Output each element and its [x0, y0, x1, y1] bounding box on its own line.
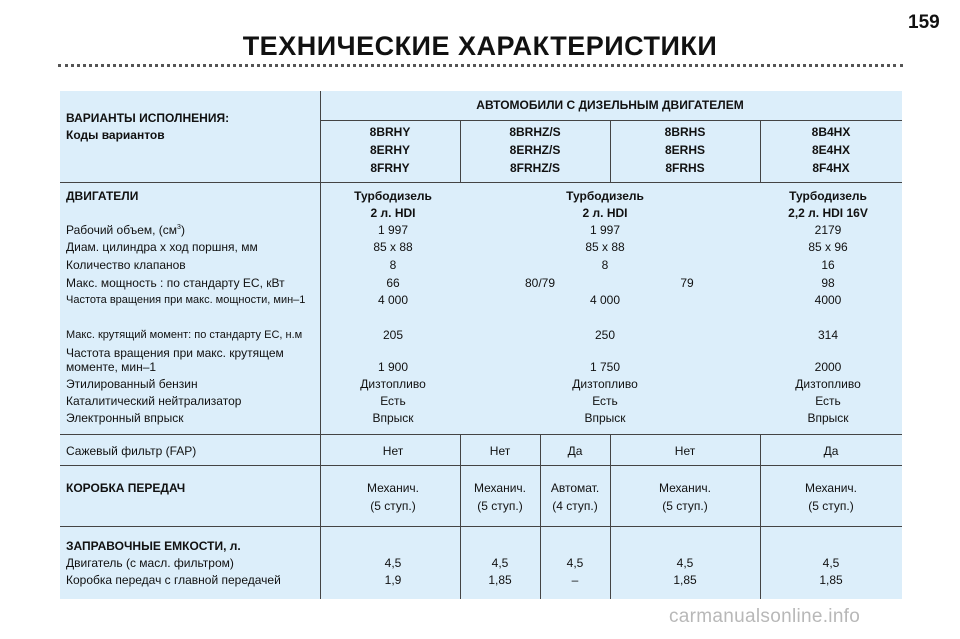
value-cell: 4,5 [676, 556, 694, 570]
value-cell: 85 x 96 [808, 240, 848, 254]
row-label-injection: Электронный впрыск [66, 411, 184, 425]
value-cell: 1 750 [589, 360, 621, 374]
value-cell: Есть [815, 394, 841, 408]
value-cell: Механич. [805, 481, 857, 495]
row-label-max-power: Макс. мощность : по стандарту ЕС, кВт [66, 276, 285, 290]
label-text: Рабочий объем, (см [66, 223, 178, 237]
value-cell: Нет [382, 444, 404, 458]
value-cell: 8 [601, 258, 609, 272]
value-cell: Нет [674, 444, 696, 458]
value-cell: Есть [380, 394, 406, 408]
label-text-end: ) [180, 223, 185, 237]
value-cell: – [571, 573, 579, 587]
row-label-max-torque: Макс. крутящий момент: по стандарту ЕС, н.м [66, 329, 303, 341]
row-label-gearbox-oil: Коробка передач с главной передачей [66, 573, 281, 587]
row-label-gearbox: КОРОБКА ПЕРЕДАЧ [66, 481, 186, 495]
value-cell: Нет [489, 444, 511, 458]
code-cell: 8E4HX [811, 143, 851, 157]
page-number: 159 [908, 12, 940, 33]
row-label-bore-stroke: Диам. цилиндра x ход поршня, мм [66, 240, 258, 254]
engine-type-name: Турбодизель [789, 189, 867, 203]
codes-label: Коды вариантов [66, 128, 165, 142]
spec-table [60, 91, 902, 599]
code-cell: 8BRHZ/S [509, 125, 561, 139]
value-cell: Впрыск [807, 411, 849, 425]
divider-split-c [610, 434, 611, 599]
value-cell: 205 [382, 328, 404, 342]
row-label-torque-rpm: Частота вращения при макс. крутящем [66, 346, 284, 360]
code-cell: 8BRHY [369, 125, 411, 139]
divider-code-3 [760, 120, 761, 182]
engine-type-desc: 2 л. HDI [582, 206, 628, 220]
code-cell: 8FRHZ/S [509, 161, 561, 175]
divider-header-bottom [60, 182, 902, 183]
value-cell: (5 ступ.) [370, 499, 416, 513]
variants-label: ВАРИАНТЫ ИСПОЛНЕНИЯ: [66, 111, 230, 125]
code-cell: 8FRHY [370, 161, 410, 175]
value-cell: Впрыск [584, 411, 626, 425]
value-cell: 4,5 [491, 556, 509, 570]
engine-type-name: Турбодизель [566, 189, 644, 203]
value-cell: 85 x 88 [373, 240, 413, 254]
value-cell: 1 997 [589, 223, 621, 237]
value-cell: 4 000 [589, 293, 621, 307]
page-title: ТЕХНИЧЕСКИЕ ХАРАКТЕРИСТИКИ [242, 31, 718, 61]
code-cell: 8ERHY [369, 143, 411, 157]
divider-engine-bottom [60, 434, 902, 435]
value-cell: Механич. [659, 481, 711, 495]
value-cell: 1,85 [819, 573, 843, 587]
value-cell: Да [567, 444, 583, 458]
divider-split-a [460, 434, 461, 599]
value-cell: Да [823, 444, 839, 458]
value-cell: 2000 [814, 360, 842, 374]
code-cell: 8ERHS [664, 143, 706, 157]
code-cell: 8BRHS [664, 125, 706, 139]
value-cell: Дизтопливо [572, 377, 638, 391]
divider-header-diesel [320, 120, 902, 121]
value-cell: 66 [386, 276, 400, 290]
row-label-catalyst: Каталитический нейтрализатор [66, 394, 242, 408]
value-cell: 8 [389, 258, 397, 272]
label-superscript: 3 [177, 224, 181, 231]
row-label-engine-oil: Двигатель (с масл. фильтром) [66, 556, 234, 570]
value-cell: Дизтопливо [360, 377, 426, 391]
value-cell: 4,5 [822, 556, 840, 570]
divider-split-b [540, 434, 541, 599]
divider-split-d [760, 434, 761, 599]
row-label-capacities: ЗАПРАВОЧНЫЕ ЕМКОСТИ, л. [66, 539, 241, 553]
value-cell: (5 ступ.) [808, 499, 854, 513]
dotted-divider [58, 64, 903, 67]
value-cell: 250 [594, 328, 616, 342]
value-cell: 4,5 [566, 556, 584, 570]
value-cell: 2179 [814, 223, 842, 237]
value-cell: Есть [592, 394, 618, 408]
row-label-valves: Количество клапанов [66, 258, 186, 272]
code-cell: 8F4HX [812, 161, 850, 175]
value-cell: Впрыск [372, 411, 414, 425]
divider-code-2 [610, 120, 611, 182]
value-cell: 314 [817, 328, 839, 342]
row-label-fuel: Этилированный бензин [66, 377, 198, 391]
code-cell: 8FRHS [665, 161, 705, 175]
value-cell: 85 x 88 [585, 240, 625, 254]
value-cell: 1,85 [488, 573, 512, 587]
value-cell: 1 997 [377, 223, 409, 237]
divider-gearbox-bottom [60, 526, 902, 527]
code-cell: 8ERHZ/S [509, 143, 561, 157]
value-cell: 16 [821, 258, 835, 272]
divider-code-1 [460, 120, 461, 182]
diesel-header: АВТОМОБИЛИ С ДИЗЕЛЬНЫМ ДВИГАТЕЛЕМ [476, 98, 744, 112]
value-cell: Автомат. [550, 481, 600, 495]
value-cell: 1,85 [673, 573, 697, 587]
row-label-torque-rpm-line2: моменте, мин–1 [66, 360, 157, 374]
value-cell: 1 900 [377, 360, 409, 374]
divider-fap-bottom [60, 465, 902, 466]
row-label-power-rpm: Частота вращения при макс. мощности, мин–1 [66, 294, 306, 306]
value-cell: 4 000 [377, 293, 409, 307]
engine-type-desc: 2 л. HDI [370, 206, 416, 220]
value-cell: Дизтопливо [795, 377, 861, 391]
engine-section-label: ДВИГАТЕЛИ [66, 189, 139, 203]
value-cell: 4000 [814, 293, 842, 307]
watermark: carmanualsonline.info [669, 606, 861, 627]
value-cell: 4,5 [384, 556, 402, 570]
value-cell: 80/79 [524, 276, 556, 290]
divider-label-column [320, 91, 321, 599]
value-cell: Механич. [474, 481, 526, 495]
value-cell: 98 [821, 276, 835, 290]
value-cell: Механич. [367, 481, 419, 495]
row-label-fap: Сажевый фильтр (FAP) [66, 444, 197, 458]
engine-type-name: Турбодизель [354, 189, 432, 203]
value-cell: (4 ступ.) [552, 499, 598, 513]
code-cell: 8B4HX [811, 125, 851, 139]
value-cell: 1,9 [384, 573, 402, 587]
value-cell: (5 ступ.) [662, 499, 708, 513]
row-label-displacement [66, 222, 185, 239]
value-cell: 79 [680, 276, 694, 290]
value-cell: (5 ступ.) [477, 499, 523, 513]
engine-type-desc: 2,2 л. HDI 16V [788, 206, 868, 220]
